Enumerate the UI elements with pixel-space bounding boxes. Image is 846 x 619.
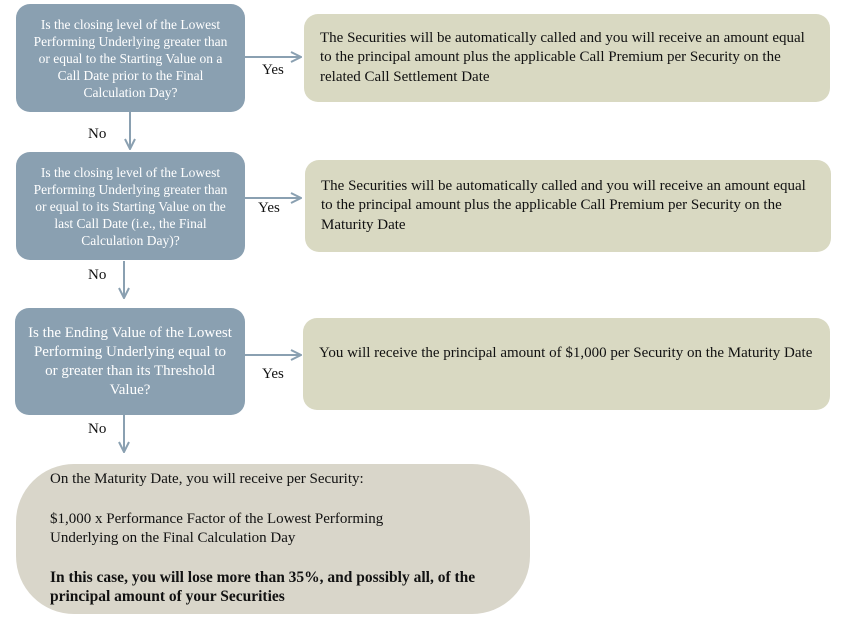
outcome-text-1: The Securities will be automatically called and you will receive an amount equal to the principal amount plus the applicable Call Premium per Security on the related Call Settlement Date: [320, 29, 805, 85]
question-box-2: [16, 152, 245, 260]
question-text-3: Is the Ending Value of the Lowest Performing Underlying equal to or greater than its Threshold Value?: [28, 324, 232, 398]
question-text-1: Is the closing level of the Lowest Performing Underlying greater than or equal to the Starting Value on a Call Date prior to the Final Calculation Day?: [33, 16, 228, 100]
no-label-3: No: [88, 421, 107, 437]
final-formula: $1,000 x Performance Factor of the Lowest Performing Underlying on the Final Calculation Day: [50, 510, 384, 546]
final-intro: On the Maturity Date, you will receive per Security:: [50, 471, 364, 487]
final-warning: In this case, you will lose more than 35%, and possibly all, of the principal amount of your Securities: [50, 568, 476, 605]
outcome-text-2: The Securities will be automatically called and you will receive an amount equal to the principal amount plus the applicable Call Premium per Security on the Maturity Date: [321, 177, 806, 233]
question-box-1: [16, 4, 245, 112]
yes-label-3: Yes: [262, 366, 284, 382]
no-label-2: No: [88, 267, 107, 283]
outcome-box-3: [303, 318, 830, 410]
question-box-3: [15, 308, 245, 415]
outcome-box-1: [304, 14, 830, 102]
outcome-text-3: You will receive the principal amount of $1,000 per Security on the Maturity Date: [319, 345, 813, 361]
final-outcome-box: [16, 464, 530, 614]
yes-label-2: Yes: [258, 200, 280, 216]
outcome-box-2: [305, 160, 831, 252]
question-text-2: Is the closing level of the Lowest Performing Underlying greater than or equal to its Starting Value on the last Call Date (i.e., the Final Calculation Day)?: [33, 164, 228, 248]
yes-label-1: Yes: [262, 62, 284, 78]
no-label-1: No: [88, 126, 107, 142]
